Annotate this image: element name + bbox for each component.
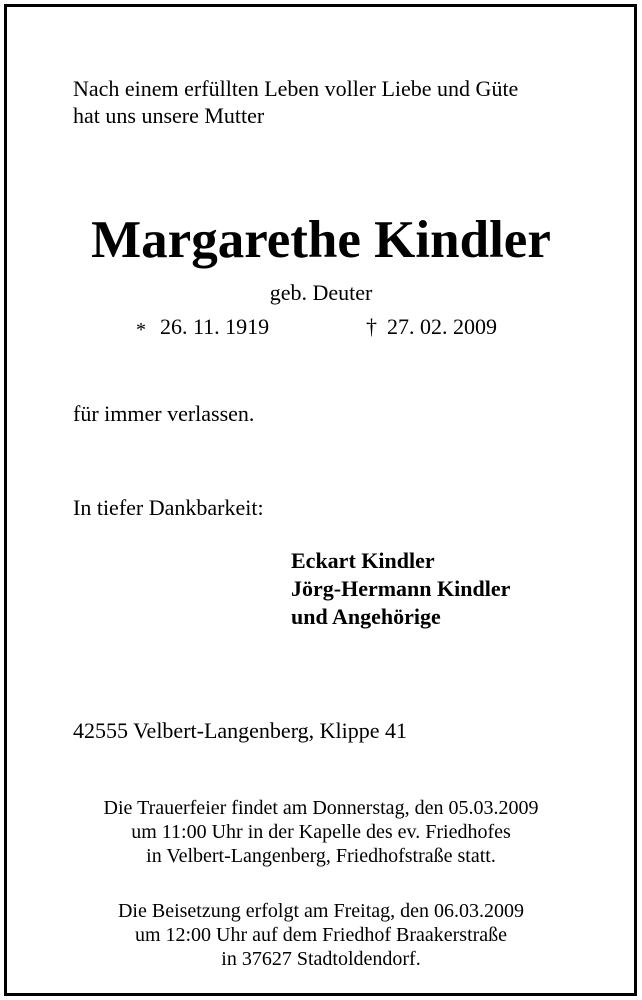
- gratitude-line: In tiefer Dankbarkeit:: [73, 495, 264, 520]
- funeral-service-line: Die Trauerfeier findet am Donnerstag, den 05.03.2009: [103, 797, 539, 819]
- birth-name: geb. Deuter: [269, 280, 373, 305]
- funeral-service-notice: [0, 796, 642, 868]
- funeral-service-line: in Velbert-Langenberg, Friedhofstraße statt.: [146, 845, 496, 867]
- funeral-service-line: um 11:00 Uhr in der Kapelle des ev. Friedhofes: [131, 821, 511, 843]
- mourner-name: Jörg-Hermann Kindler: [291, 576, 511, 601]
- burial-line: Die Beisetzung erfolgt am Freitag, den 06.03.2009: [117, 900, 524, 922]
- family-address: 42555 Velbert-Langenberg, Klippe 41: [73, 718, 407, 743]
- death-date-row: [366, 314, 497, 340]
- birth-date: 26. 11. 1919: [160, 314, 270, 339]
- mourner-name: Eckart Kindler: [291, 548, 435, 573]
- birth-star-icon: *: [136, 319, 146, 341]
- mourner-name: und Angehörige: [291, 604, 441, 629]
- closing-line: für immer verlassen.: [73, 401, 255, 426]
- birth-date-row: [136, 314, 269, 341]
- intro-line-2: hat uns unsere Mutter: [73, 103, 265, 128]
- intro-line-1: Nach einem erfüllten Leben voller Liebe und Güte: [73, 76, 519, 101]
- mourners-list: [291, 547, 510, 631]
- burial-line: um 12:00 Uhr auf dem Friedhof Braakerstraße: [134, 924, 508, 946]
- deceased-name: Margarethe Kindler: [91, 211, 551, 269]
- death-date: 27. 02. 2009: [387, 314, 497, 339]
- death-cross-icon: †: [366, 314, 377, 339]
- burial-line: in 37627 Stadtoldendorf.: [221, 948, 421, 970]
- burial-notice: [0, 899, 642, 971]
